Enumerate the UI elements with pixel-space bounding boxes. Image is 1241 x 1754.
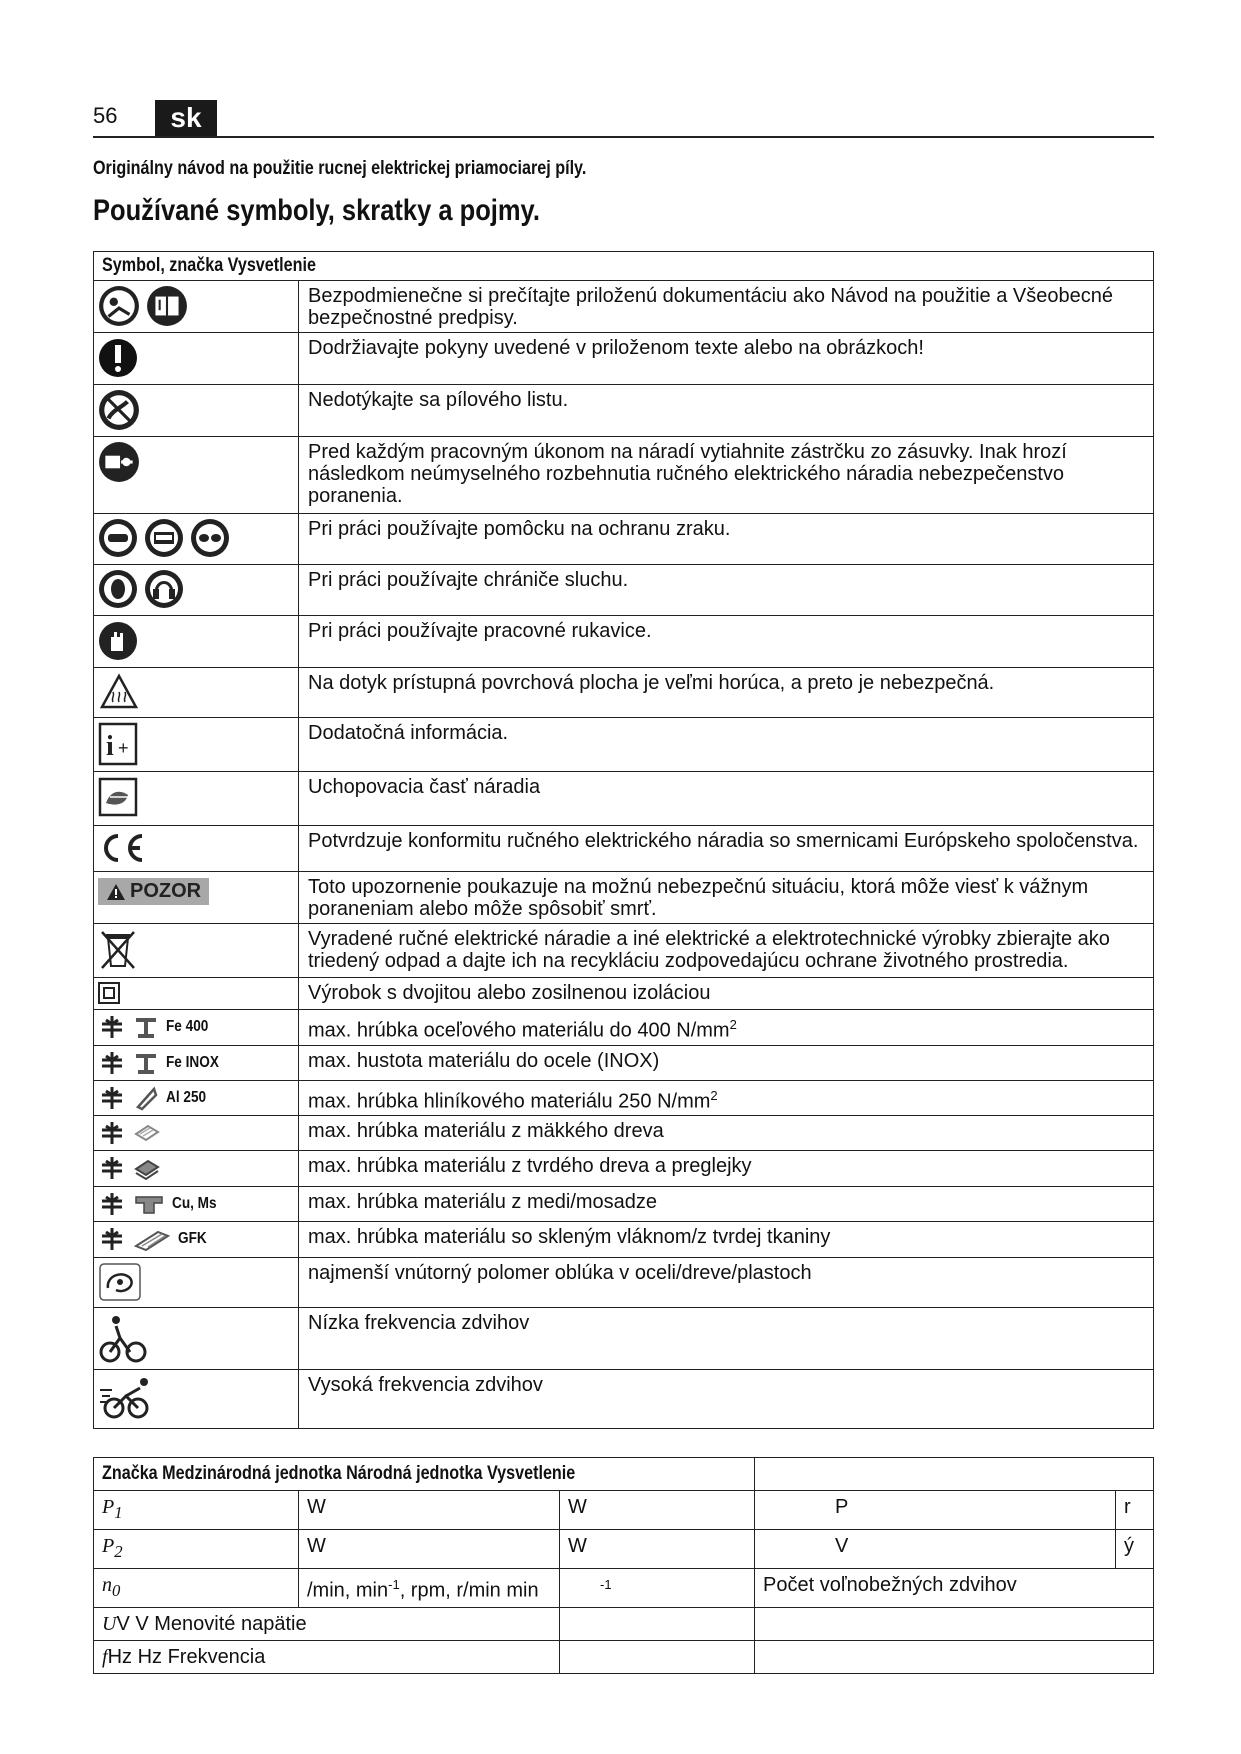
thickness-icon bbox=[98, 1050, 126, 1076]
table-row bbox=[94, 385, 1154, 437]
row-text: max. hrúbka materiálu z medi/mosadze bbox=[299, 1187, 1154, 1222]
fast-cyclist-icon bbox=[98, 1374, 158, 1422]
copper-pipe-icon bbox=[132, 1191, 166, 1217]
row-text: max. hrúbka materiálu z mäkkého dreva bbox=[299, 1116, 1154, 1151]
row-text: max. hrúbka materiálu z tvrdého dreva a preglejky bbox=[299, 1151, 1154, 1187]
safety-goggles-icon bbox=[98, 518, 138, 558]
table-row bbox=[94, 1308, 1154, 1370]
table-row bbox=[94, 1046, 1154, 1081]
material-label: Fe 400 bbox=[166, 1018, 209, 1035]
row-text: Pri práci používajte pomôcku na ochranu zraku. bbox=[299, 514, 1154, 565]
safety-glasses-icon bbox=[190, 518, 230, 558]
ear-muffs-icon bbox=[144, 569, 184, 609]
row-text: max. hrúbka hliníkového materiálu 250 $N/mm^2$ bbox=[299, 1081, 1154, 1116]
unplug-icon bbox=[98, 441, 140, 483]
steel-profile-icon bbox=[132, 1050, 160, 1076]
pozor-icon bbox=[98, 878, 209, 905]
row-text: Pri práci používajte chrániče sluchu. bbox=[299, 565, 1154, 616]
ce-icon bbox=[98, 830, 148, 866]
ear-plugs-icon bbox=[98, 569, 138, 609]
hardwood-icon bbox=[132, 1155, 160, 1181]
row-text: Výrobok s dvojitou alebo zosilnenou izoláciou bbox=[299, 978, 1154, 1010]
row-text: max. hrúbka materiálu so skleným vláknom/z tvrdej tkaniny bbox=[299, 1222, 1154, 1258]
double-insulation-icon bbox=[98, 982, 120, 1004]
symbol-table-header: Symbol, značka Vysvetlenie bbox=[94, 252, 1154, 281]
steel-profile-icon bbox=[132, 1014, 160, 1040]
table-row bbox=[94, 514, 1154, 565]
symbol-table bbox=[93, 251, 1154, 1429]
hot-surface-icon bbox=[98, 672, 140, 712]
row-text: max. hrúbka oceľového materiálu do 400 $N/mm^2$ bbox=[299, 1010, 1154, 1046]
table-row bbox=[94, 826, 1154, 872]
fibreglass-icon bbox=[132, 1226, 172, 1252]
thickness-icon bbox=[98, 1191, 126, 1217]
no-touch-blade-icon bbox=[98, 389, 140, 431]
thickness-icon bbox=[98, 1120, 126, 1146]
row-text: Potvrdzuje konformitu ručného elektrického náradia so smernicami Európskeho spoločenstva. bbox=[299, 826, 1154, 872]
header-rule bbox=[93, 136, 1154, 138]
svg-text:+: + bbox=[118, 738, 129, 758]
unit-table bbox=[93, 1457, 1154, 1674]
table-row bbox=[94, 668, 1154, 718]
table-row: fHz Hz Frekvencia bbox=[94, 1641, 1154, 1674]
thickness-icon bbox=[98, 1155, 126, 1181]
table-row bbox=[94, 772, 1154, 826]
row-text: Dodržiavajte pokyny uvedené v priloženom texte alebo na obrázkoch! bbox=[299, 333, 1154, 385]
unit-table-header: Značka Medzinárodná jednotka Národná jednotka Vysvetlenie bbox=[94, 1458, 755, 1491]
info-icon bbox=[98, 722, 138, 766]
thickness-icon bbox=[98, 1014, 126, 1040]
softwood-icon bbox=[132, 1120, 160, 1146]
exclamation-icon bbox=[98, 337, 138, 379]
table-row bbox=[94, 1151, 1154, 1187]
table-row bbox=[94, 978, 1154, 1010]
row-text: Uchopovacia časť náradia bbox=[299, 772, 1154, 826]
table-row bbox=[94, 565, 1154, 616]
table-row bbox=[94, 616, 1154, 668]
table-row bbox=[94, 333, 1154, 385]
material-label: Cu, Ms bbox=[172, 1195, 217, 1212]
table-row bbox=[94, 1258, 1154, 1308]
slow-cyclist-icon bbox=[98, 1312, 148, 1364]
table-row: $P_2$ W W V ý bbox=[94, 1530, 1154, 1569]
table-row: UV V Menovité napätie bbox=[94, 1608, 1154, 1641]
row-text: Na dotyk prístupná povrchová plocha je veľmi horúca, a preto je nebezpečná. bbox=[299, 668, 1154, 718]
table-row bbox=[94, 1081, 1154, 1116]
row-text: Dodatočná informácia. bbox=[299, 718, 1154, 772]
row-text: najmenší vnútorný polomer oblúka v oceli/dreve/plastoch bbox=[299, 1258, 1154, 1308]
document-subtitle: Originálny návod na použitie rucnej elektrickej priamociarej píly. bbox=[93, 158, 587, 179]
row-text: Bezpodmienečne si prečítajte priloženú dokumentáciu ako Návod na použitie a Všeobecné bezpečnostné predpisy. bbox=[299, 281, 1154, 333]
table-row bbox=[94, 437, 1154, 514]
table-row bbox=[94, 1010, 1154, 1046]
row-text: max. hustota materiálu do ocele (INOX) bbox=[299, 1046, 1154, 1081]
grip-area-icon bbox=[98, 776, 138, 818]
language-tag: sk bbox=[155, 100, 217, 136]
section-title: Používané symboly, skratky a pojmy. bbox=[93, 194, 540, 227]
table-row bbox=[94, 1187, 1154, 1222]
table-row bbox=[94, 872, 1154, 924]
table-row bbox=[94, 281, 1154, 333]
pozor-label: POZOR bbox=[130, 880, 202, 902]
table-row bbox=[94, 1222, 1154, 1258]
row-text: Toto upozornenie poukazuje na možnú nebezpečnú situáciu, ktorá môže viesť k vážnym poraneniam alebo môže spôsobiť smrť. bbox=[299, 872, 1154, 924]
row-text: Vyradené ručné elektrické náradie a iné elektrické a elektrotechnické výrobky zbierajte ako triedený odpad a dajte ich na recykláciu zodpovedajúcu ochrane životného prostredia. bbox=[299, 924, 1154, 978]
page-number: 56 bbox=[93, 103, 118, 128]
read-manual-icon bbox=[98, 285, 140, 327]
manual-book-icon bbox=[146, 285, 188, 327]
material-label: Al 250 bbox=[166, 1089, 207, 1106]
table-row bbox=[94, 718, 1154, 772]
table-row bbox=[94, 1370, 1154, 1429]
row-text: Nízka frekvencia zdvihov bbox=[299, 1308, 1154, 1370]
thickness-icon bbox=[98, 1085, 126, 1111]
face-shield-icon bbox=[144, 518, 184, 558]
row-text: Vysoká frekvencia zdvihov bbox=[299, 1370, 1154, 1429]
material-label: GFK bbox=[178, 1230, 207, 1247]
table-row: $P_1$ W W P r bbox=[94, 1491, 1154, 1530]
svg-text:i: i bbox=[106, 731, 114, 762]
aluminium-profile-icon bbox=[132, 1085, 160, 1111]
weee-bin-icon bbox=[98, 928, 138, 972]
thickness-icon bbox=[98, 1226, 126, 1252]
curve-radius-icon bbox=[98, 1262, 142, 1302]
row-text: Pri práci používajte pracovné rukavice. bbox=[299, 616, 1154, 668]
table-row: $n_0$ /min, $\min^{-1}$, rpm, r/min min $^{-1}$ Počet voľnobežných zdvihov bbox=[94, 1569, 1154, 1608]
row-text: Pred každým pracovným úkonom na náradí vytiahnite zástrčku zo zásuvky. Inak hrozí následkom neúmyselného rozbehnutia ručného elektrického náradia nebezpečenstvo poranenia. bbox=[299, 437, 1154, 514]
table-row bbox=[94, 924, 1154, 978]
gloves-icon bbox=[98, 620, 138, 662]
material-label: Fe INOX bbox=[166, 1054, 219, 1071]
table-row bbox=[94, 1116, 1154, 1151]
row-text: Nedotýkajte sa pílového listu. bbox=[299, 385, 1154, 437]
